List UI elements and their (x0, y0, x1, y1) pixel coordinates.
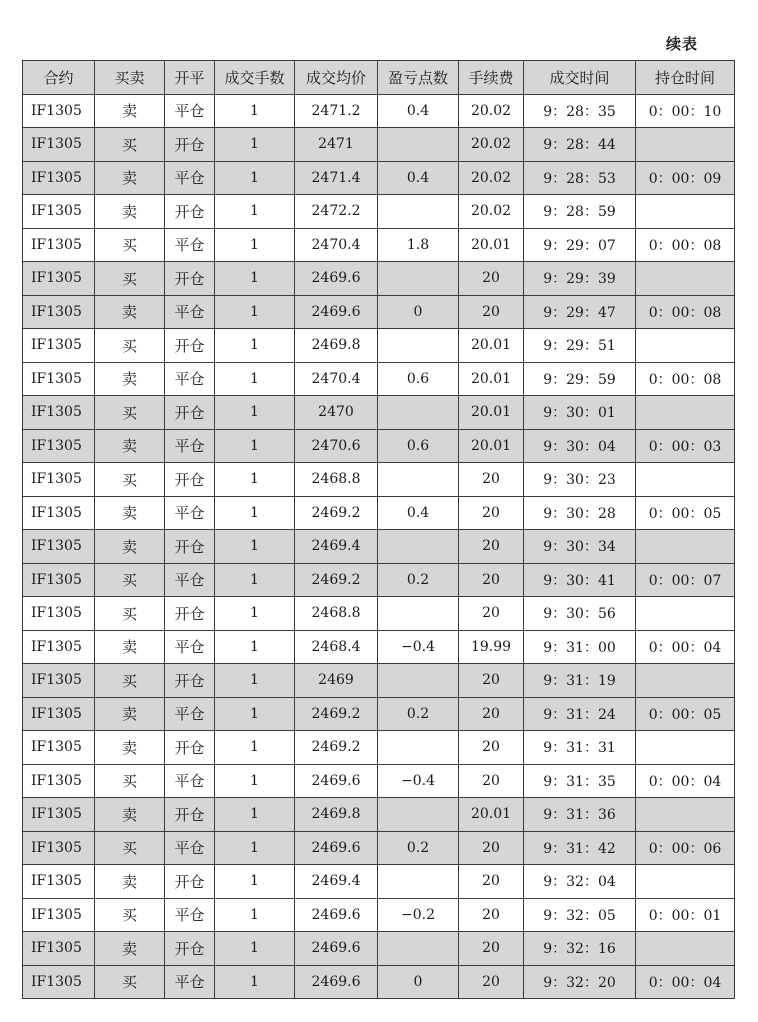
cell-price: 2469.6 (295, 965, 378, 999)
cell-pnl: 1.8 (378, 228, 459, 262)
cell-time: 9：32：04 (524, 865, 636, 899)
table-row (23, 429, 735, 463)
cell-lots: 1 (215, 597, 295, 631)
table-row (23, 94, 735, 128)
cell-pnl: 0.4 (378, 161, 459, 195)
cell-contract: IF1305 (23, 563, 95, 597)
cell-side: 买 (95, 965, 165, 999)
cell-contract: IF1305 (23, 195, 95, 229)
cell-pnl (378, 798, 459, 832)
cell-hold: 0：00：08 (636, 295, 735, 329)
cell-side: 卖 (95, 630, 165, 664)
cell-contract: IF1305 (23, 865, 95, 899)
cell-side: 买 (95, 463, 165, 497)
cell-side: 卖 (95, 697, 165, 731)
cell-time: 9：31：42 (524, 831, 636, 865)
cell-openclose: 开仓 (165, 865, 215, 899)
cell-time: 9：28：59 (524, 195, 636, 229)
cell-contract: IF1305 (23, 530, 95, 564)
cell-hold (636, 329, 735, 363)
cell-price: 2469.2 (295, 697, 378, 731)
cell-hold (636, 932, 735, 966)
cell-side: 卖 (95, 94, 165, 128)
cell-openclose: 平仓 (165, 764, 215, 798)
cell-lots: 1 (215, 764, 295, 798)
cell-lots: 1 (215, 664, 295, 698)
cell-openclose: 平仓 (165, 362, 215, 396)
cell-fee: 20 (459, 831, 524, 865)
cell-side: 卖 (95, 865, 165, 899)
cell-contract: IF1305 (23, 463, 95, 497)
cell-price: 2470 (295, 396, 378, 430)
cell-time: 9：28：53 (524, 161, 636, 195)
cell-openclose: 平仓 (165, 697, 215, 731)
table-row (23, 865, 735, 899)
table-row (23, 530, 735, 564)
cell-time: 9：29：51 (524, 329, 636, 363)
cell-pnl (378, 865, 459, 899)
cell-lots: 1 (215, 965, 295, 999)
cell-price: 2469.6 (295, 295, 378, 329)
cell-fee: 20 (459, 496, 524, 530)
col-header-side: 买卖 (95, 61, 165, 95)
cell-pnl (378, 530, 459, 564)
cell-fee: 20 (459, 463, 524, 497)
table-row (23, 932, 735, 966)
cell-price: 2469.8 (295, 798, 378, 832)
cell-openclose: 开仓 (165, 396, 215, 430)
cell-price: 2468.8 (295, 597, 378, 631)
cell-side: 买 (95, 898, 165, 932)
cell-fee: 20.01 (459, 228, 524, 262)
cell-time: 9：30：28 (524, 496, 636, 530)
cell-side: 买 (95, 664, 165, 698)
cell-lots: 1 (215, 563, 295, 597)
cell-openclose: 开仓 (165, 731, 215, 765)
cell-hold: 0：00：04 (636, 965, 735, 999)
cell-hold (636, 731, 735, 765)
cell-side: 买 (95, 396, 165, 430)
table-row (23, 798, 735, 832)
cell-time: 9：31：31 (524, 731, 636, 765)
cell-hold: 0：00：07 (636, 563, 735, 597)
cell-fee: 20 (459, 530, 524, 564)
cell-side: 买 (95, 262, 165, 296)
cell-lots: 1 (215, 128, 295, 162)
cell-openclose: 开仓 (165, 329, 215, 363)
cell-hold (636, 865, 735, 899)
cell-side: 卖 (95, 195, 165, 229)
cell-contract: IF1305 (23, 965, 95, 999)
cell-price: 2470.4 (295, 228, 378, 262)
table-row (23, 831, 735, 865)
cell-price: 2471.4 (295, 161, 378, 195)
cell-time: 9：31：24 (524, 697, 636, 731)
cell-openclose: 平仓 (165, 496, 215, 530)
cell-pnl: 0.2 (378, 697, 459, 731)
cell-lots: 1 (215, 865, 295, 899)
cell-hold (636, 128, 735, 162)
col-header-price: 成交均价 (295, 61, 378, 95)
cell-price: 2468.4 (295, 630, 378, 664)
cell-hold: 0：00：04 (636, 764, 735, 798)
cell-openclose: 平仓 (165, 831, 215, 865)
cell-pnl: 0.2 (378, 563, 459, 597)
cell-fee: 20 (459, 597, 524, 631)
cell-hold (636, 530, 735, 564)
cell-side: 卖 (95, 798, 165, 832)
cell-time: 9：32：16 (524, 932, 636, 966)
cell-fee: 20 (459, 262, 524, 296)
cell-openclose: 开仓 (165, 597, 215, 631)
cell-hold: 0：00：04 (636, 630, 735, 664)
table-row (23, 965, 735, 999)
table-row (23, 195, 735, 229)
cell-time: 9：31：19 (524, 664, 636, 698)
cell-openclose: 平仓 (165, 630, 215, 664)
cell-lots: 1 (215, 195, 295, 229)
cell-openclose: 开仓 (165, 664, 215, 698)
cell-side: 卖 (95, 161, 165, 195)
cell-time: 9：30：23 (524, 463, 636, 497)
cell-openclose: 开仓 (165, 798, 215, 832)
table-row (23, 597, 735, 631)
cell-lots: 1 (215, 329, 295, 363)
cell-contract: IF1305 (23, 128, 95, 162)
cell-fee: 20 (459, 563, 524, 597)
cell-fee: 20 (459, 697, 524, 731)
cell-pnl: −0.4 (378, 764, 459, 798)
cell-price: 2469.6 (295, 262, 378, 296)
cell-openclose: 平仓 (165, 965, 215, 999)
cell-contract: IF1305 (23, 664, 95, 698)
cell-time: 9：29：59 (524, 362, 636, 396)
cell-openclose: 开仓 (165, 195, 215, 229)
cell-lots: 1 (215, 262, 295, 296)
cell-time: 9：28：35 (524, 94, 636, 128)
col-header-hold: 持仓时间 (636, 61, 735, 95)
table-body (23, 94, 735, 999)
cell-pnl: −0.4 (378, 630, 459, 664)
cell-side: 卖 (95, 362, 165, 396)
cell-fee: 20 (459, 965, 524, 999)
cell-hold: 0：00：03 (636, 429, 735, 463)
cell-price: 2469.2 (295, 563, 378, 597)
cell-contract: IF1305 (23, 295, 95, 329)
cell-fee: 20 (459, 731, 524, 765)
cell-lots: 1 (215, 932, 295, 966)
table-row (23, 128, 735, 162)
col-header-lots: 成交手数 (215, 61, 295, 95)
cell-contract: IF1305 (23, 597, 95, 631)
table-row (23, 630, 735, 664)
cell-pnl: 0 (378, 965, 459, 999)
cell-openclose: 开仓 (165, 262, 215, 296)
cell-pnl: −0.2 (378, 898, 459, 932)
cell-time: 9：32：20 (524, 965, 636, 999)
cell-lots: 1 (215, 396, 295, 430)
cell-pnl (378, 463, 459, 497)
cell-side: 卖 (95, 429, 165, 463)
table-row (23, 262, 735, 296)
cell-contract: IF1305 (23, 697, 95, 731)
cell-openclose: 平仓 (165, 295, 215, 329)
cell-price: 2470.6 (295, 429, 378, 463)
cell-price: 2471.2 (295, 94, 378, 128)
cell-pnl (378, 195, 459, 229)
cell-lots: 1 (215, 463, 295, 497)
cell-price: 2469.4 (295, 865, 378, 899)
cell-side: 买 (95, 831, 165, 865)
cell-price: 2469.2 (295, 731, 378, 765)
cell-contract: IF1305 (23, 798, 95, 832)
cell-openclose: 平仓 (165, 161, 215, 195)
table-row (23, 664, 735, 698)
cell-lots: 1 (215, 831, 295, 865)
cell-pnl (378, 329, 459, 363)
cell-hold: 0：00：08 (636, 362, 735, 396)
cell-price: 2469.4 (295, 530, 378, 564)
cell-openclose: 开仓 (165, 128, 215, 162)
cell-fee: 20.02 (459, 195, 524, 229)
cell-contract: IF1305 (23, 329, 95, 363)
cell-time: 9：29：39 (524, 262, 636, 296)
cell-pnl (378, 396, 459, 430)
cell-hold: 0：00：06 (636, 831, 735, 865)
table-row (23, 764, 735, 798)
cell-openclose: 平仓 (165, 94, 215, 128)
cell-time: 9：30：41 (524, 563, 636, 597)
cell-hold: 0：00：09 (636, 161, 735, 195)
table-row (23, 228, 735, 262)
col-header-contract: 合约 (23, 61, 95, 95)
cell-side: 买 (95, 563, 165, 597)
cell-hold (636, 798, 735, 832)
cell-fee: 20 (459, 764, 524, 798)
table-row (23, 295, 735, 329)
cell-fee: 19.99 (459, 630, 524, 664)
cell-fee: 20 (459, 898, 524, 932)
cell-hold: 0：00：01 (636, 898, 735, 932)
cell-lots: 1 (215, 94, 295, 128)
cell-hold (636, 195, 735, 229)
cell-openclose: 平仓 (165, 228, 215, 262)
table-row (23, 161, 735, 195)
cell-lots: 1 (215, 295, 295, 329)
cell-contract: IF1305 (23, 898, 95, 932)
cell-lots: 1 (215, 731, 295, 765)
cell-hold: 0：00：05 (636, 697, 735, 731)
cell-openclose: 平仓 (165, 898, 215, 932)
cell-fee: 20 (459, 865, 524, 899)
cell-hold (636, 463, 735, 497)
cell-contract: IF1305 (23, 731, 95, 765)
cell-time: 9：32：05 (524, 898, 636, 932)
table-row (23, 463, 735, 497)
cell-pnl: 0.2 (378, 831, 459, 865)
col-header-time: 成交时间 (524, 61, 636, 95)
col-header-fee: 手续费 (459, 61, 524, 95)
cell-contract: IF1305 (23, 764, 95, 798)
cell-pnl: 0.4 (378, 94, 459, 128)
cell-lots: 1 (215, 630, 295, 664)
cell-side: 买 (95, 228, 165, 262)
cell-pnl (378, 128, 459, 162)
table-row (23, 697, 735, 731)
table-caption: 续表 (666, 35, 699, 53)
cell-side: 卖 (95, 530, 165, 564)
cell-side: 买 (95, 329, 165, 363)
cell-contract: IF1305 (23, 262, 95, 296)
cell-pnl (378, 731, 459, 765)
cell-contract: IF1305 (23, 94, 95, 128)
cell-contract: IF1305 (23, 429, 95, 463)
cell-lots: 1 (215, 228, 295, 262)
cell-lots: 1 (215, 697, 295, 731)
cell-openclose: 平仓 (165, 429, 215, 463)
cell-lots: 1 (215, 798, 295, 832)
cell-hold (636, 597, 735, 631)
cell-time: 9：30：01 (524, 396, 636, 430)
cell-side: 买 (95, 764, 165, 798)
cell-time: 9：28：44 (524, 128, 636, 162)
cell-contract: IF1305 (23, 496, 95, 530)
cell-side: 卖 (95, 731, 165, 765)
cell-lots: 1 (215, 362, 295, 396)
table-row (23, 329, 735, 363)
cell-hold: 0：00：08 (636, 228, 735, 262)
cell-side: 卖 (95, 496, 165, 530)
cell-contract: IF1305 (23, 396, 95, 430)
col-header-pnl: 盈亏点数 (378, 61, 459, 95)
cell-pnl (378, 932, 459, 966)
cell-hold (636, 262, 735, 296)
cell-contract: IF1305 (23, 228, 95, 262)
cell-fee: 20 (459, 295, 524, 329)
cell-fee: 20.01 (459, 429, 524, 463)
cell-openclose: 平仓 (165, 563, 215, 597)
table-row (23, 731, 735, 765)
cell-hold: 0：00：10 (636, 94, 735, 128)
cell-time: 9：29：07 (524, 228, 636, 262)
table-row (23, 898, 735, 932)
cell-lots: 1 (215, 429, 295, 463)
cell-time: 9：31：35 (524, 764, 636, 798)
cell-price: 2470.4 (295, 362, 378, 396)
cell-contract: IF1305 (23, 630, 95, 664)
cell-price: 2469.2 (295, 496, 378, 530)
cell-hold (636, 664, 735, 698)
cell-contract: IF1305 (23, 161, 95, 195)
trade-table (22, 60, 735, 999)
cell-openclose: 开仓 (165, 932, 215, 966)
table-row (23, 362, 735, 396)
cell-fee: 20 (459, 932, 524, 966)
cell-side: 卖 (95, 295, 165, 329)
cell-fee: 20.02 (459, 94, 524, 128)
cell-price: 2468.8 (295, 463, 378, 497)
cell-pnl (378, 262, 459, 296)
cell-contract: IF1305 (23, 932, 95, 966)
cell-hold: 0：00：05 (636, 496, 735, 530)
cell-time: 9：30：56 (524, 597, 636, 631)
cell-price: 2469.6 (295, 898, 378, 932)
cell-time: 9：29：47 (524, 295, 636, 329)
cell-price: 2469.6 (295, 932, 378, 966)
cell-fee: 20.01 (459, 798, 524, 832)
cell-time: 9：30：04 (524, 429, 636, 463)
cell-time: 9：30：34 (524, 530, 636, 564)
cell-lots: 1 (215, 496, 295, 530)
cell-pnl: 0.6 (378, 362, 459, 396)
cell-price: 2469.6 (295, 831, 378, 865)
cell-fee: 20.02 (459, 128, 524, 162)
col-header-openclose: 开平 (165, 61, 215, 95)
cell-openclose: 开仓 (165, 463, 215, 497)
cell-fee: 20.01 (459, 362, 524, 396)
cell-price: 2471 (295, 128, 378, 162)
table-row (23, 496, 735, 530)
cell-pnl: 0.6 (378, 429, 459, 463)
cell-pnl: 0.4 (378, 496, 459, 530)
cell-lots: 1 (215, 530, 295, 564)
cell-price: 2472.2 (295, 195, 378, 229)
cell-side: 买 (95, 128, 165, 162)
header-row (23, 61, 735, 95)
table-row (23, 563, 735, 597)
cell-pnl (378, 664, 459, 698)
cell-lots: 1 (215, 898, 295, 932)
cell-fee: 20.01 (459, 396, 524, 430)
cell-openclose: 开仓 (165, 530, 215, 564)
cell-price: 2469 (295, 664, 378, 698)
table-row (23, 396, 735, 430)
cell-lots: 1 (215, 161, 295, 195)
cell-price: 2469.6 (295, 764, 378, 798)
cell-contract: IF1305 (23, 362, 95, 396)
cell-pnl (378, 597, 459, 631)
cell-side: 买 (95, 597, 165, 631)
cell-time: 9：31：36 (524, 798, 636, 832)
cell-hold (636, 396, 735, 430)
cell-fee: 20 (459, 664, 524, 698)
cell-pnl: 0 (378, 295, 459, 329)
cell-fee: 20.02 (459, 161, 524, 195)
cell-price: 2469.8 (295, 329, 378, 363)
cell-contract: IF1305 (23, 831, 95, 865)
cell-fee: 20.01 (459, 329, 524, 363)
cell-side: 卖 (95, 932, 165, 966)
cell-time: 9：31：00 (524, 630, 636, 664)
